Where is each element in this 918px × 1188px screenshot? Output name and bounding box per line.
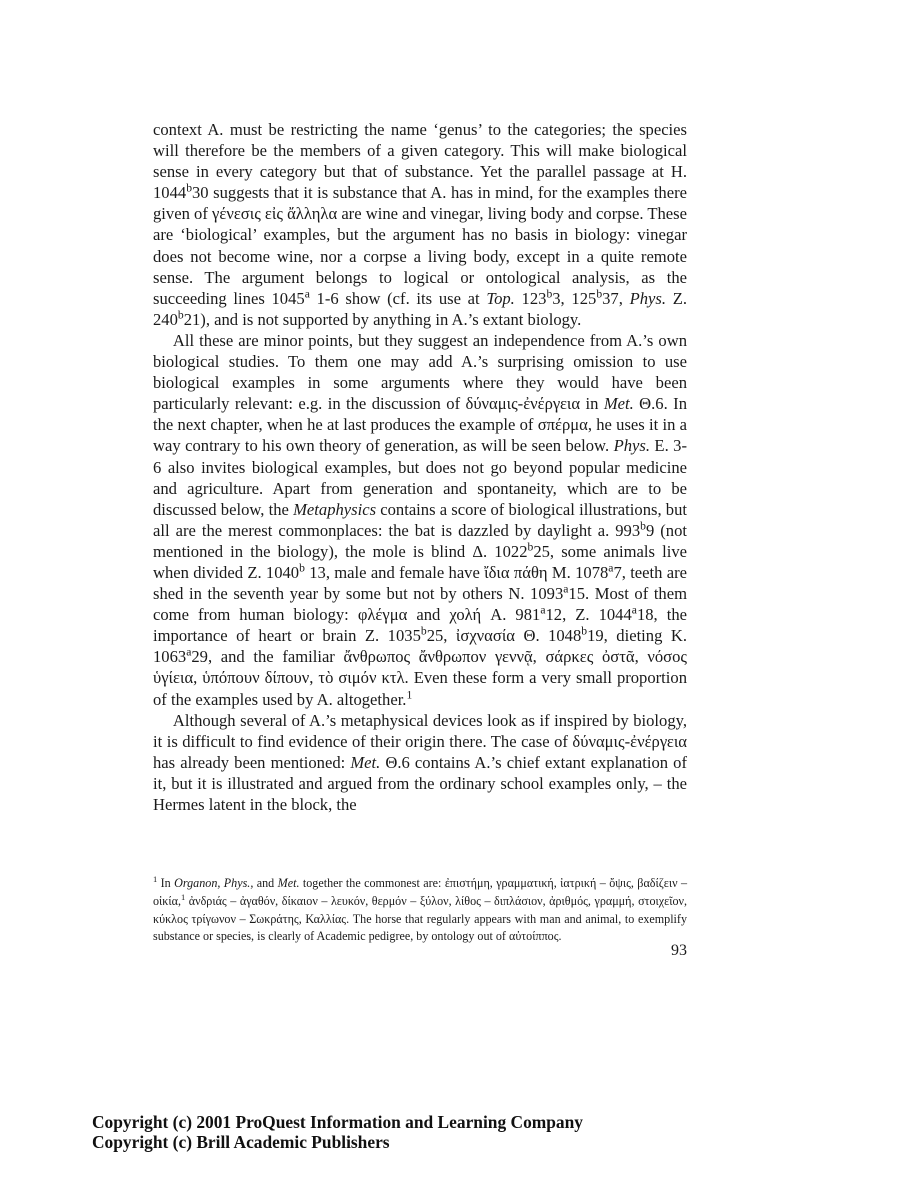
footnote-section	[153, 875, 687, 946]
text-run: 30 suggests that it is substance that A. has in mind, for the examples there given of γένεσις εἰς ἄλληλα are wine and vinegar, living body and corpse. These are ‘biological’ examples, but the argument has no basis in biology: vinegar does not become wine, nor a corpse a living body, except in a quite remote sense. The argument belongs to logical or ontological analysis, as the succeeding lines 1045	[153, 183, 687, 308]
text-run: and	[253, 876, 278, 890]
superscript: a	[304, 287, 310, 301]
superscript: a	[186, 645, 192, 659]
superscript: b	[177, 308, 184, 322]
text-run: 29, and the familiar ἄνθρωπος ἄνθρωπον γεννᾷ, σάρκες ὀστᾶ, νόσος ὑγίεια, ὑπόπουν δίπουν, τὸ σιμόν κτλ. Even these form a very small proportion of the examples used by A. altogether.	[153, 647, 687, 709]
text-run: Θ.6 contains A.’s chief extant explanation of it, but it is illustrated and argued from the ordinary school examples only, – the Hermes latent in the block, the	[153, 752, 687, 814]
text-run: Z. 240	[153, 288, 688, 329]
page-number: 93	[671, 942, 687, 959]
text-run: Θ.6. In the next chapter, when he at last produces the example of σπέρμα, he uses it in a way contrary to his own theory of generation, as will be seen below.	[153, 394, 687, 456]
text-run: ἀνδριάς – ἀγαθόν, δίκαιον – λευκόν, θερμόν – ξύλον, λίθος – διπλάσιον, ἀριθμός, γραμμή, στοιχεῖον, κύκλος τρίγωνον – Σωκράτης, Καλλίας. The horse that regularly appears with man and animal, to exemplify substance or species, is clearly of Academic pedigree, by ontology out of αὐτοίππος.	[153, 893, 687, 944]
text-run: In	[157, 876, 175, 890]
text-run: 15. Most of them come from human biology: φλέγμα and χολή A. 981	[153, 584, 687, 625]
text-run: together the commonest are: ἐπιστήμη, γραμματική, ἰατρική – ὄψις, βαδίζειν – οἰκία,	[153, 876, 688, 908]
text-run: 25, ἰσχνασία Θ. 1048	[426, 626, 582, 646]
italic-text: Met.	[603, 394, 634, 414]
superscript: a	[563, 582, 569, 596]
superscript: 1	[153, 873, 158, 884]
text-run: 3, 125	[552, 288, 597, 308]
italic-text: Met.	[277, 876, 300, 890]
superscript: b	[546, 287, 553, 301]
superscript: b	[581, 624, 588, 638]
text-run: contains a score of biological illustrations, but all are the merest commonplaces: the bat is dazzled by daylight a. 993	[153, 499, 687, 540]
italic-text: Phys.	[629, 288, 666, 308]
superscript: a	[540, 603, 546, 617]
text-run: Although several of A.’s metaphysical devices look as if inspired by biology, it is difficult to find evidence of their origin there. The case of δύναμις-ἐνέργεια has already been mentioned:	[153, 710, 687, 772]
superscript: b	[527, 540, 534, 554]
italic-text: Top.	[486, 288, 515, 308]
copyright-line-proquest: Copyright (c) 2001 ProQuest Information and Learning Company	[92, 1112, 583, 1132]
text-run: 25, some animals live when divided Z. 1040	[153, 541, 687, 582]
text-run: context A. must be restricting the name ‘genus’ to the categories; the species will therefore be the members of a given category. This will make biological sense in every category but that of substance. Yet the parallel passage at H. 1044	[153, 120, 687, 203]
italic-text: Phys.	[613, 436, 650, 456]
copyright-line-brill: Copyright (c) Brill Academic Publishers	[92, 1132, 390, 1152]
italic-text: Met.	[350, 752, 381, 772]
superscript: b	[186, 181, 192, 195]
paragraph	[153, 330, 687, 710]
superscript: b	[299, 561, 305, 575]
text-run: 37,	[602, 288, 630, 308]
paragraph	[153, 119, 687, 330]
text-run: 7, teeth are shed in the seventh year by some but not by others N. 1093	[153, 562, 688, 604]
main-text	[153, 119, 687, 815]
text-run: 1-6 show (cf. its use at	[309, 288, 487, 308]
text-run: 123	[514, 288, 547, 308]
italic-text: Organon, Phys.,	[174, 876, 254, 890]
superscript: a	[631, 603, 637, 617]
superscript: a	[608, 561, 614, 575]
paragraph	[153, 710, 687, 815]
superscript: 1	[406, 688, 413, 701]
text-run: E. 3-6 also invites biological examples, but does not go beyond popular medicine and agriculture. Apart from generation and spontaneity, which are to be discussed below, the	[153, 436, 687, 519]
text-run: 12, Z. 1044	[545, 605, 632, 625]
text-run: 9 (not mentioned in the biology), the mole is blind Δ. 1022	[153, 520, 687, 561]
text-run: 19, dieting K. 1063	[153, 626, 687, 667]
text-run: 18, the importance of heart or brain Z. 1035	[153, 605, 687, 646]
superscript: b	[640, 519, 646, 533]
text-run: 13, male and female have ἴδια πάθη M. 1078	[304, 562, 609, 582]
superscript: b	[420, 624, 427, 638]
italic-text: Metaphysics	[293, 499, 377, 519]
text-run: 21), and is not supported by anything in A.’s extant biology.	[183, 309, 582, 329]
superscript: 1	[181, 891, 186, 902]
text-run: All these are minor points, but they suggest an independence from A.’s own biological studies. To them one may add A.’s surprising omission to use biological examples in some arguments where they would have been particularly relevant: e.g. in the discussion of δύναμις-ἐνέργεια in	[153, 330, 687, 414]
footnote-1	[153, 875, 687, 946]
superscript: b	[596, 287, 603, 301]
